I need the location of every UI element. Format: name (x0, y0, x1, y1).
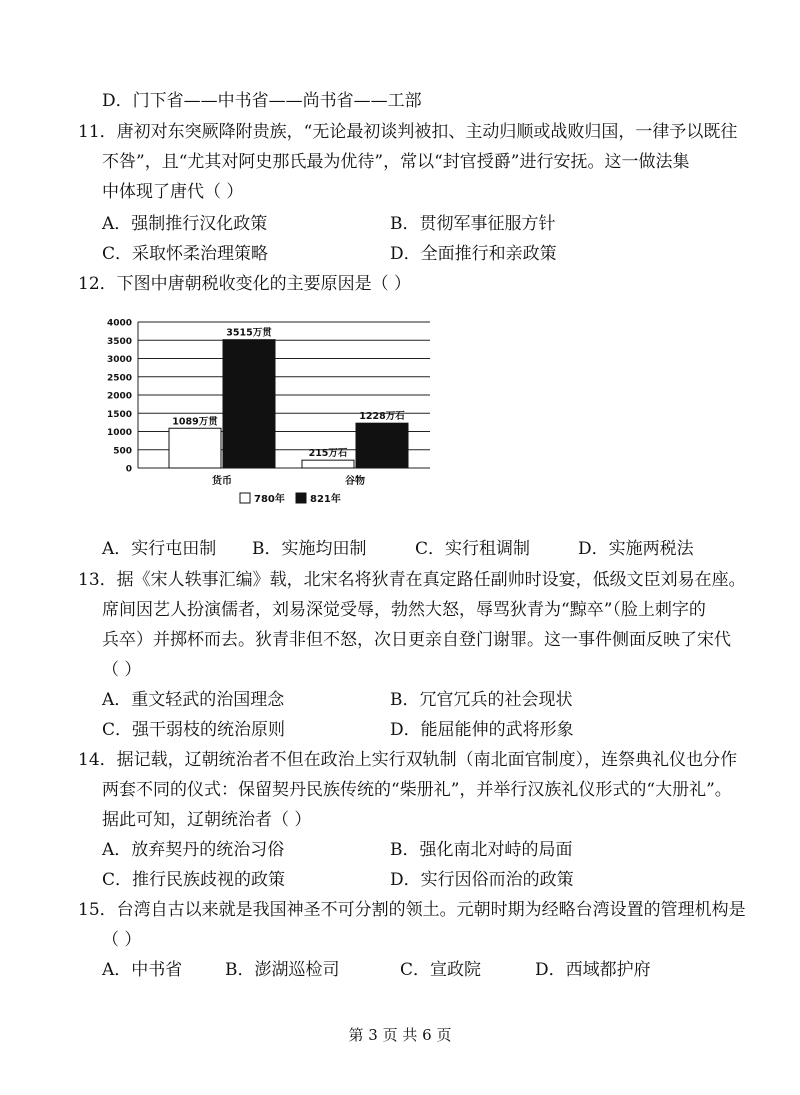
q15-option-b: B．澎湖巡检司 (225, 960, 340, 980)
q13-option-a: A．重文轻武的治国理念 (102, 690, 285, 710)
q11-stem-line-3: 中体现了唐代（ ） (102, 182, 244, 202)
q12-option-a: A．实行屯田制 (102, 539, 217, 559)
q12-option-d: D．实施两税法 (578, 539, 694, 559)
q13-option-b: B．冗官冗兵的社会现状 (390, 690, 573, 710)
q11-option-c: C．采取怀柔治理策略 (102, 244, 269, 264)
q13-option-d: D．能屈能伸的武将形象 (390, 720, 574, 740)
data-label: 3515万贯 (226, 327, 272, 339)
tax-revenue-bar-chart (100, 312, 440, 522)
q14-option-a: A．放弃契丹的统治习俗 (102, 840, 285, 860)
q14-stem-line-1: 14．据记载，辽朝统治者不但在政治上实行双轨制（南北面官制度），连祭典礼仪也分作 (78, 750, 738, 770)
q14-option-b: B．强化南北对峙的局面 (390, 840, 573, 860)
q11-option-b: B．贯彻军事征服方针 (390, 214, 556, 234)
q12-option-c: C．实行租调制 (415, 539, 531, 559)
q13-stem-line-3: 兵卒）并掷杯而去。狄青非但不怒，次日更亲自登门谢罪。这一事件侧面反映了宋代 (102, 630, 731, 650)
q10-option-d: D．门下省——中书省——尚书省——工部 (102, 91, 422, 111)
y-tick-label: 3500 (106, 336, 132, 347)
q11-stem-line-2: 不咎”，且“尤其对阿史那氏最为优待”，常以“封官授爵”进行安抚。这一做法集 (102, 152, 690, 172)
legend-label: 780年 (254, 494, 285, 505)
y-tick-label: 500 (113, 446, 132, 457)
legend-swatch (296, 493, 306, 503)
bar (356, 423, 408, 468)
x-tick-label: 货币 (212, 476, 232, 487)
q15-option-d: D．西域都护府 (535, 960, 651, 980)
bar (223, 340, 275, 468)
y-tick-label: 1500 (106, 409, 132, 420)
bar (302, 460, 354, 468)
q11-stem-line-1: 11．唐初对东突厥降附贵族，“无论最初谈判被扣、主动归顺或战败归国，一律予以既往 (78, 122, 738, 142)
y-tick-label: 2500 (106, 373, 132, 384)
legend-label: 821年 (310, 494, 341, 505)
x-tick-label: 谷物 (345, 476, 365, 487)
q14-stem-line-3: 据此可知，辽朝统治者（ ） (102, 810, 312, 830)
q14-stem-line-2: 两套不同的仪式：保留契丹民族传统的“柴册礼”，并举行汉族礼仪形式的“大册礼”。 (102, 780, 732, 800)
data-label: 1228万石 (359, 411, 405, 423)
y-tick-label: 2000 (106, 391, 132, 402)
q13-stem-line-4: （ ） (102, 660, 142, 680)
q14-option-d: D．实行因俗而治的政策 (390, 870, 574, 890)
page-footer: 第 3 页 共 6 页 (348, 1026, 452, 1044)
q15-stem-line-2: （ ） (102, 930, 142, 950)
y-tick-label: 3000 (106, 355, 132, 365)
data-label: 215万石 (308, 448, 348, 460)
legend-swatch (240, 493, 250, 503)
q15-option-c: C．宣政院 (400, 960, 482, 980)
q14-option-c: C．推行民族歧视的政策 (102, 870, 286, 890)
q13-stem-line-1: 13．据《宋人轶事汇编》载，北宋名将狄青在真定路任副帅时设宴，低级文臣刘易在座。 (78, 570, 746, 590)
q11-option-a: A．强制推行汉化政策 (102, 214, 268, 234)
q12-option-b: B．实施均田制 (252, 539, 367, 559)
q15-stem-line-1: 15．台湾自古以来就是我国神圣不可分割的领土。元朝时期为经略台湾设置的管理机构是 (78, 900, 746, 920)
y-tick-label: 0 (125, 464, 132, 475)
y-tick-label: 4000 (106, 318, 132, 329)
q15-option-a: A．中书省 (102, 960, 183, 980)
q13-stem-line-2: 席间因艺人扮演儒者，刘易深觉受辱，勃然大怒，辱骂狄青为“黥卒”（脸上刺字的 (102, 600, 706, 620)
data-label: 1089万贯 (172, 416, 218, 428)
q11-option-d: D．全面推行和亲政策 (390, 244, 557, 264)
q12-stem: 12．下图中唐朝税收变化的主要原因是（ ） (78, 274, 412, 294)
bar (169, 428, 221, 468)
y-tick-label: 1000 (106, 428, 132, 438)
q13-option-c: C．强干弱枝的统治原则 (102, 720, 286, 740)
